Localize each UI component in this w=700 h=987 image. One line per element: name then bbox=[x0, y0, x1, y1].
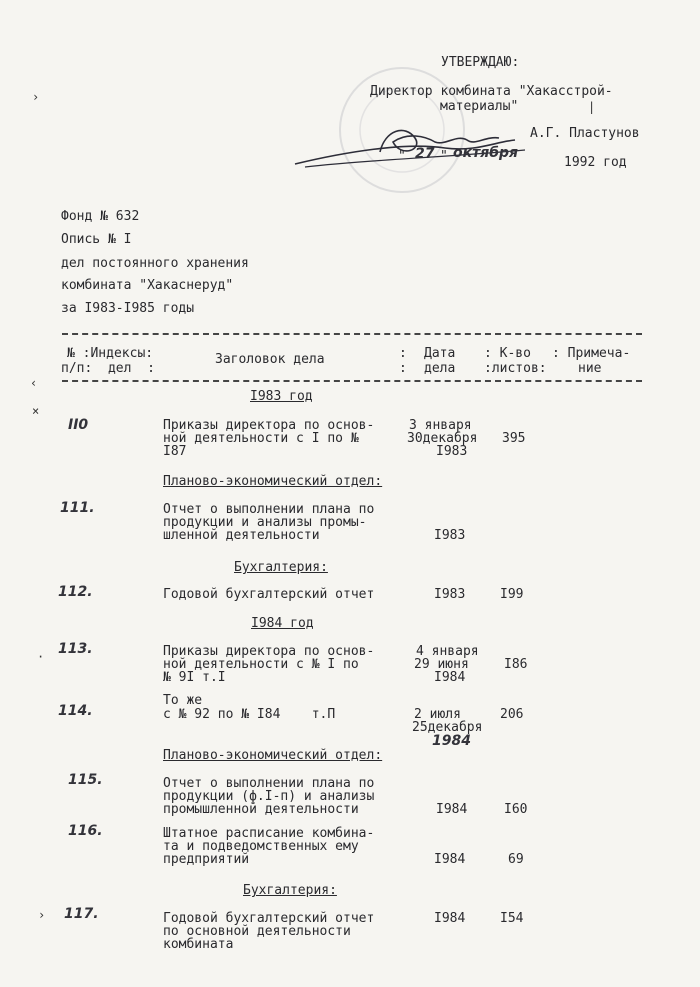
col-num-index-header-2: п/п: дел : bbox=[61, 361, 155, 376]
col-date-header-2: дела bbox=[424, 361, 456, 376]
row-date: I983 bbox=[434, 587, 466, 602]
row-title: Годовой бухгалтерский отчет bbox=[163, 587, 375, 602]
row-number: II0 bbox=[68, 417, 89, 433]
row-date: I984 bbox=[434, 670, 466, 685]
row-title: Отчет о выполнении плана по bbox=[163, 776, 375, 791]
section-planning-dept-1984: Планово-экономический отдел: bbox=[163, 748, 383, 763]
row-sheets: I86 bbox=[504, 657, 528, 672]
row-number: 111. bbox=[60, 500, 95, 516]
section-planning-dept: Планово-экономический отдел: bbox=[163, 474, 383, 489]
col-title-header: Заголовок дела bbox=[215, 352, 325, 367]
approval-year: 1992 год bbox=[564, 155, 627, 170]
row-title: предприятий bbox=[163, 852, 250, 867]
row-title: Отчет о выполнении плана по bbox=[163, 502, 375, 517]
header-line4: комбината "Хакаснеруд" bbox=[61, 278, 234, 293]
section-accounting: Бухгалтерия: bbox=[234, 560, 328, 575]
row-date: I984 bbox=[434, 911, 466, 926]
opis-line: Опись № I bbox=[61, 232, 132, 247]
col-sheets-header-2: :листов: bbox=[484, 361, 547, 376]
col-date-header: Дата bbox=[424, 346, 456, 361]
approval-month: октября bbox=[453, 145, 519, 161]
approval-position-line1: Директор комбината "Хакасстрой- bbox=[370, 84, 613, 99]
header-line5: за I983-I985 годы bbox=[61, 301, 195, 316]
margin-mark: · bbox=[37, 650, 45, 664]
row-sheets: I54 bbox=[500, 911, 524, 926]
row-title: I87 bbox=[163, 444, 187, 459]
col-notes-header: : Примеча- bbox=[552, 346, 631, 361]
fond-line: Фонд № 632 bbox=[61, 209, 140, 224]
approval-name: А.Г. Пластунов bbox=[530, 126, 640, 141]
col-separator: : bbox=[399, 346, 407, 361]
row-date: 1984 bbox=[432, 733, 471, 749]
row-sheets: 395 bbox=[502, 431, 526, 446]
margin-mark: › bbox=[38, 908, 46, 922]
col-num-index-header: № :Индексы: bbox=[67, 346, 154, 361]
row-title: То же bbox=[163, 693, 203, 708]
row-number: 114. bbox=[58, 703, 93, 719]
col-sheets-header: : К-во bbox=[484, 346, 531, 361]
row-title: Штатное расписание комбина- bbox=[163, 826, 375, 841]
year-heading-1983: I983 год bbox=[250, 389, 313, 404]
row-date: I984 bbox=[434, 852, 466, 867]
year-heading-1984: I984 год bbox=[251, 616, 314, 631]
row-number: 115. bbox=[68, 772, 103, 788]
approval-heading: УТВЕРЖДАЮ: bbox=[441, 55, 520, 70]
row-sheets: I99 bbox=[500, 587, 524, 602]
row-date: I983 bbox=[434, 528, 466, 543]
row-title: продукции (ф.I-п) и анализы bbox=[163, 789, 375, 804]
row-title: та и подведомственных ему bbox=[163, 839, 359, 854]
approval-date-quote-close: " bbox=[440, 149, 448, 164]
header-line3: дел постоянного хранения bbox=[61, 256, 249, 271]
row-title: Приказы директора по основ- bbox=[163, 644, 375, 659]
row-date: 29 июня bbox=[414, 657, 469, 672]
row-title: с № 92 по № I84 т.П bbox=[163, 707, 336, 722]
row-sheets: I60 bbox=[504, 802, 528, 817]
row-title: промышленной деятельности bbox=[163, 802, 359, 817]
row-number: 116. bbox=[68, 823, 103, 839]
table-top-rule bbox=[62, 333, 642, 335]
approval-date-quote-open: " bbox=[398, 149, 406, 164]
row-number: 113. bbox=[58, 641, 93, 657]
approval-day: 27 bbox=[415, 146, 435, 162]
col-separator: : bbox=[399, 361, 407, 376]
row-title: по основной деятельности bbox=[163, 924, 351, 939]
col-notes-header-2: ние bbox=[578, 361, 602, 376]
row-title: комбината bbox=[163, 937, 234, 952]
pen-mark: | bbox=[588, 100, 596, 114]
row-title: продукции и анализы промы- bbox=[163, 515, 367, 530]
margin-mark: ‹ bbox=[30, 376, 38, 390]
row-title: ной деятельности с I по № bbox=[163, 431, 359, 446]
row-title: № 9I т.I bbox=[163, 670, 226, 685]
row-date: 25декабря bbox=[412, 720, 483, 735]
row-title: Годовой бухгалтерский отчет bbox=[163, 911, 375, 926]
row-title: шленной деятельности bbox=[163, 528, 320, 543]
row-date: 3 января bbox=[409, 418, 472, 433]
row-sheets: 206 bbox=[500, 707, 524, 722]
row-title: Приказы директора по основ- bbox=[163, 418, 375, 433]
row-date: 2 июля bbox=[414, 707, 461, 722]
table-header-rule bbox=[62, 380, 642, 382]
row-date: 30декабря bbox=[407, 431, 478, 446]
approval-position-line2: материалы" bbox=[440, 99, 519, 114]
row-date: I983 bbox=[436, 444, 468, 459]
margin-mark: › bbox=[32, 90, 40, 104]
row-date: I984 bbox=[436, 802, 468, 817]
row-number: 117. bbox=[64, 906, 99, 922]
row-title: ной деятельности с № I по bbox=[163, 657, 359, 672]
row-date: 4 января bbox=[416, 644, 479, 659]
section-accounting-1984: Бухгалтерия: bbox=[243, 883, 337, 898]
row-sheets: 69 bbox=[508, 852, 524, 867]
row-number: 112. bbox=[58, 584, 93, 600]
margin-mark: × bbox=[32, 404, 40, 418]
